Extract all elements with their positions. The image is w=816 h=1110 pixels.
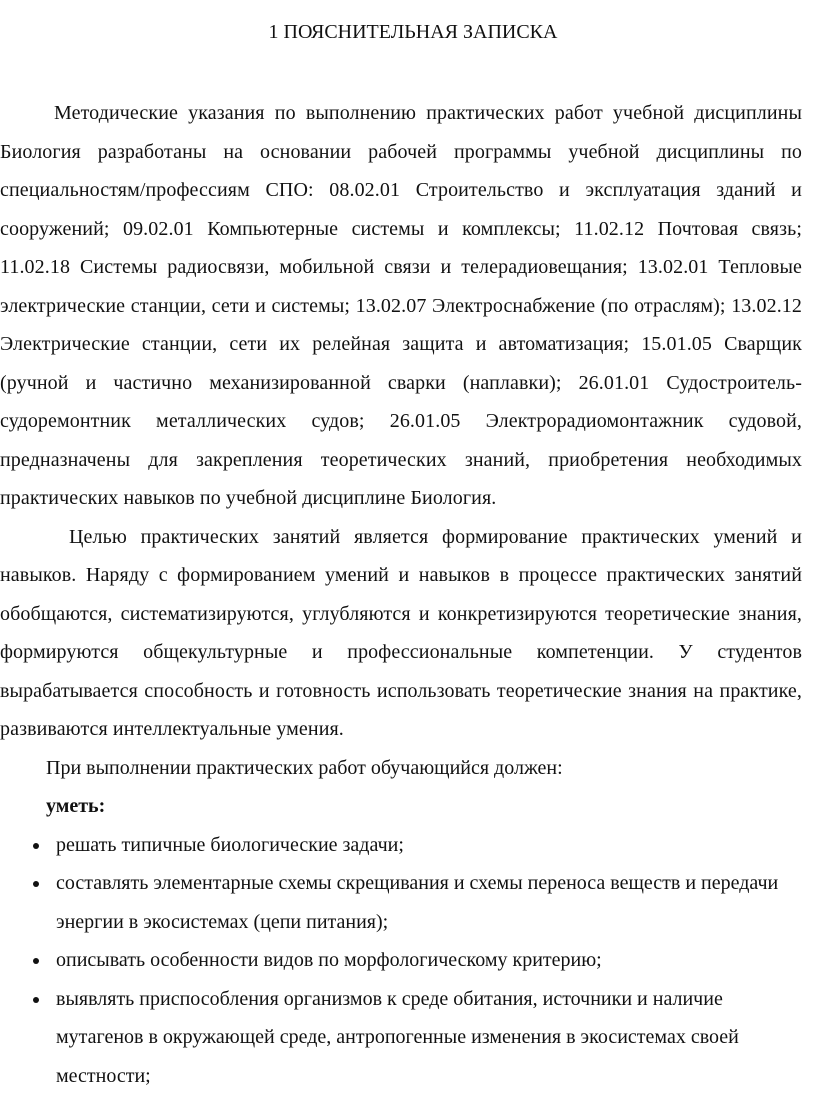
- list-item-text: описывать особенности видов по морфологическому критерию;: [56, 949, 602, 971]
- skills-heading: уметь:: [46, 795, 106, 817]
- list-item-text: решать типичные биологические задачи;: [56, 833, 404, 856]
- bullet-icon: [33, 958, 39, 964]
- skills-list: [0, 826, 802, 1096]
- list-item: [0, 864, 802, 941]
- list-item-text: составлять элементарные схемы скрещивания и схемы переноса веществ и передачи энергии в экосистемах (цепи питания);: [56, 872, 779, 933]
- page-title: 1 ПОЯСНИТЕЛЬНАЯ ЗАПИСКА: [268, 21, 558, 43]
- list-item: [0, 826, 802, 865]
- bullet-icon: [33, 843, 39, 849]
- list-item-text: выявлять приспособления организмов к среде обитания, источники и наличие мутагенов в окружающей среде, антропогенные изменения в экосистемах своей местности;: [56, 987, 739, 1087]
- bullet-icon: [33, 881, 39, 887]
- list-item: [0, 980, 802, 1096]
- paragraph-goals: Целью практических занятий является формирование практических умений и навыков. Наряду с формированием умений и навыков в процессе практических занятий обобщаются, систематизируются, углубляются и конкретизируются теоретические знания, формируются общекультурные и профессиональные компетенции. У студентов вырабатывается способность и готовность использовать теоретические знания на практике, развиваются интеллектуальные умения.: [0, 525, 802, 740]
- paragraph-purpose: Методические указания по выполнению практических работ учебной дисциплины Биология разработаны на основании рабочей программы учебной дисциплины по специальностям/профессиям СПО: 08.02.01 Строительство и эксплуатация зданий и сооружений; 09.02.01 Компьютерные системы и комплексы; 11.02.12 Почтовая связь; 11.02.18 Системы радиосвязи, мобильной связи и телерадиовещания; 13.02.01 Тепловые электрические станции, сети и системы; 13.02.07 Электроснабжение (по отраслям); 13.02.12 Электрические станции, сети их релейная защита и автоматизация; 15.01.05 Сварщик (ручной и частично механизированной сварки (наплавки); 26.01.01 Судостроитель-судоремонтник металлических судов; 26.01.05 Электрорадиомонтажник судовой, предназначены для закрепления теоретических знаний, приобретения необходимых практических навыков по учебной дисциплине Биология.: [0, 102, 802, 509]
- bullet-icon: [33, 997, 39, 1003]
- intro-line: При выполнении практических работ обучающийся должен:: [46, 756, 563, 779]
- list-item: [0, 941, 802, 980]
